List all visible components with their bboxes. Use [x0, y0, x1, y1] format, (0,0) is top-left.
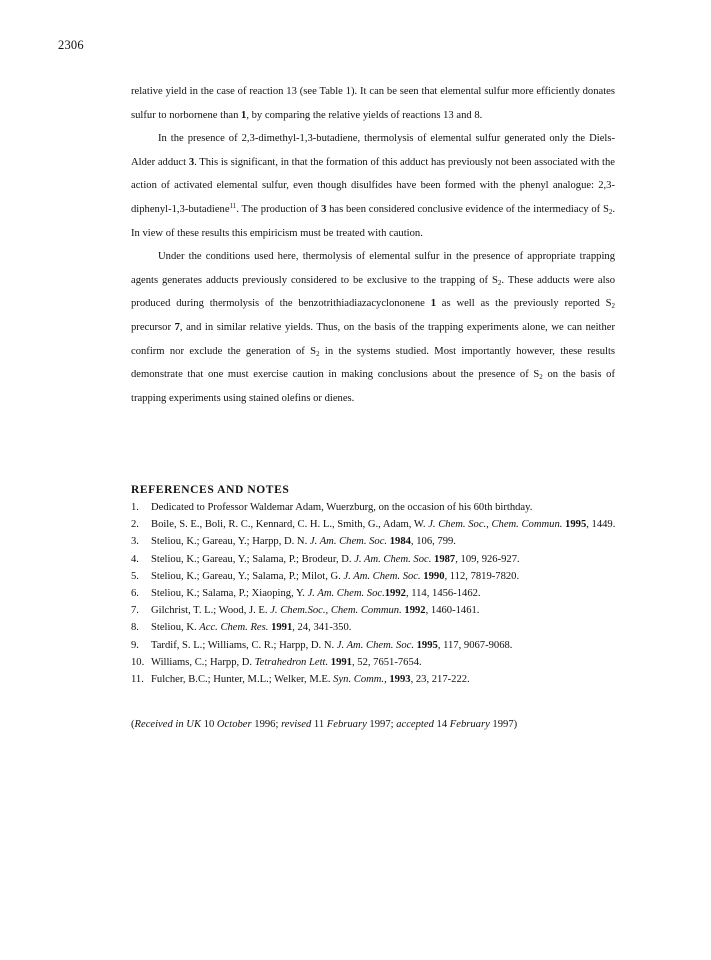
paragraph: Under the conditions used here, thermolysis of elemental sulfur in the presence of appropriate trapping agents generates adducts previously considered to be exclusive to the trapping of $S_2$. These adducts were also produced during thermolysis of the benzotrithiadiazacyclononene 1 as well as the previously reported $S_2$ precursor 7, and in similar relative yields. Thus, on the basis of the trapping experiments alone, we can neither confirm nor exclude the generation of $S_2$ in the systems studied. Most importantly however, these results demonstrate that one must exercise caution in making conclusions about the presence of $S_2$ on the basis of trapping experiments using stained olefins or dienes. — [131, 251, 616, 404]
reference-number: 5. — [131, 570, 139, 582]
reference-item — [131, 516, 617, 533]
reference-number: 1. — [131, 502, 139, 513]
reference-text: Tardif, S. L.; Williams, C. R.; Harpp, D. N. J. Am. Chem. Soc. 1995, 117, 9067-9068. — [151, 639, 513, 651]
reference-item — [131, 585, 617, 602]
reference-number: 9. — [131, 639, 139, 651]
reference-number: 11. — [131, 674, 144, 686]
reference-number: 10. — [131, 656, 145, 668]
body-text — [131, 80, 615, 410]
reference-number: 4. — [131, 553, 139, 565]
reference-number: 3. — [131, 536, 139, 548]
reference-text: Steliou, K.; Gareau, Y.; Salama, P.; Brodeur, D. J. Am. Chem. Soc. 1987, 109, 926-927. — [151, 553, 520, 565]
reference-text: Boile, S. E., Boli, R. C., Kennard, C. H. L., Smith, G., Adam, W. J. Chem. Soc., Chem. Commun. 1995, 1449. — [151, 519, 616, 531]
reference-number: 8. — [131, 622, 139, 634]
reference-text: Fulcher, B.C.; Hunter, M.L.; Welker, M.E. Syn. Comm., 1993, 23, 217-222. — [151, 674, 470, 686]
reference-item — [131, 637, 617, 654]
reference-item — [131, 568, 617, 585]
reference-item — [131, 671, 617, 688]
reference-text: Steliou, K.; Gareau, Y.; Salama, P.; Milot, G. J. Am. Chem. Soc. 1990, 112, 7819-7820. — [151, 570, 520, 582]
reference-text: Steliou, K.; Salama, P.; Xiaoping, Y. J. Am. Chem. Soc.1992, 114, 1456-1462. — [151, 588, 481, 600]
references-heading: REFERENCES AND NOTES — [131, 484, 290, 496]
reference-text: Dedicated to Professor Waldemar Adam, Wuerzburg, on the occasion of his 60th birthday. — [151, 502, 533, 513]
reference-item — [131, 499, 617, 516]
reference-text: Steliou, K. Acc. Chem. Res. 1991, 24, 341-350. — [151, 622, 352, 634]
page-number: 2306 — [58, 38, 84, 52]
reference-number: 2. — [131, 519, 139, 531]
paragraph: relative yield in the case of reaction 13 (see Table 1). It can be seen that elemental sulfur more efficiently donates sulfur to norbornene than 1, by comparing the relative yields of reactions 13 and 8. — [131, 86, 615, 121]
reference-item — [131, 602, 617, 619]
references-list — [131, 499, 617, 688]
reference-text: Steliou, K.; Gareau, Y.; Harpp, D. N. J. Am. Chem. Soc. 1984, 106, 799. — [151, 536, 456, 548]
reference-item — [131, 654, 617, 671]
reference-item — [131, 533, 617, 550]
reference-item — [131, 551, 617, 568]
paragraph: In the presence of 2,3-dimethyl-1,3-butadiene, thermolysis of elemental sulfur generated only the Diels-Alder adduct 3. This is significant, in that the formation of this adduct has previously not been associated with the action of activated elemental sulfur, even though disulfides have been formed with the phenyl analogue: 2,3-diphenyl-1,3-butadiene$^{11}$. The production of 3 has been considered conclusive evidence of the intermediacy of $S_2$. In view of these results this empiricism must be treated with caution. — [131, 133, 616, 239]
reference-item — [131, 619, 617, 636]
reference-text: Gilchrist, T. L.; Wood, J. E. J. Chem.Soc., Chem. Commun. 1992, 1460-1461. — [151, 605, 480, 617]
reference-text: Williams, C.; Harpp, D. Tetrahedron Lett. 1991, 52, 7651-7654. — [151, 656, 422, 668]
reference-number: 6. — [131, 588, 139, 600]
reference-number: 7. — [131, 605, 139, 617]
received-dates-note: (Received in UK 10 October 1996; revised 11 February 1997; accepted 14 February 1997) — [131, 719, 518, 730]
